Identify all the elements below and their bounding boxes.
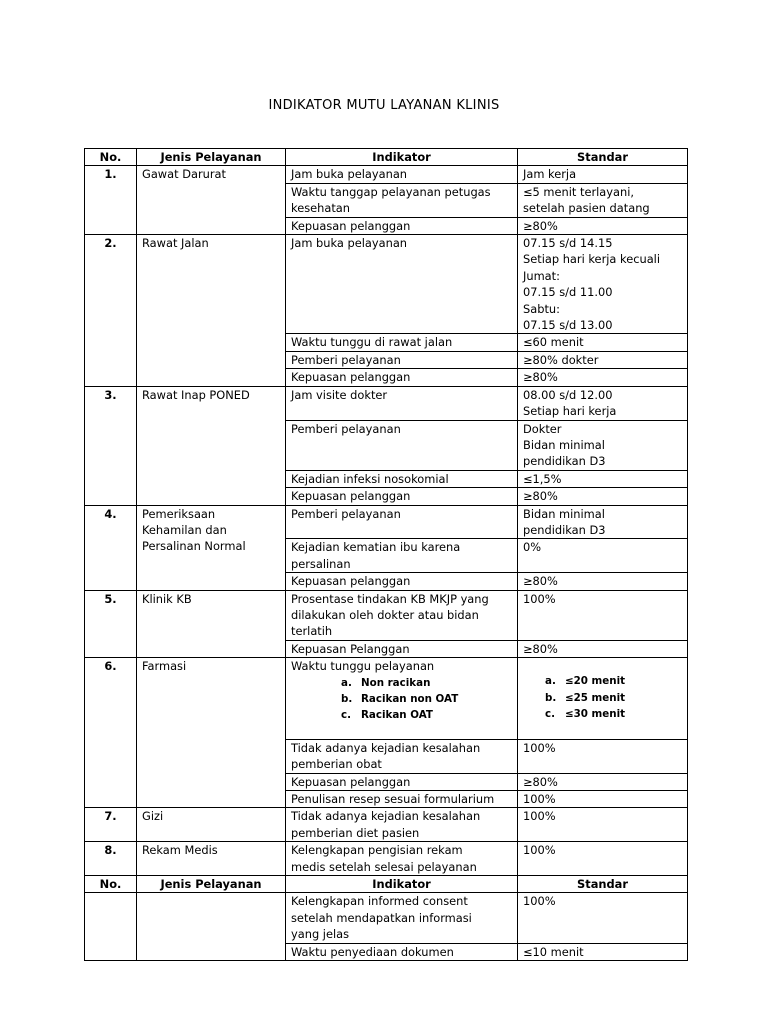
- table-row: [85, 505, 688, 539]
- indikator-cell: [286, 488, 518, 505]
- indikator-text: Waktu tunggu pelayanan: [291, 659, 435, 674]
- sub-standar: [523, 673, 682, 689]
- indikator-cell: [286, 808, 518, 842]
- standar-cell: [518, 334, 688, 351]
- header-standar: Standar: [518, 149, 688, 166]
- sub-text: Racikan non OAT: [361, 693, 459, 705]
- sub-standar: [523, 706, 682, 722]
- jenis-pelayanan-cell: [137, 166, 286, 235]
- standar-cell: [518, 943, 688, 960]
- jenis-pelayanan-cell: [137, 842, 286, 876]
- table-row: [85, 842, 688, 876]
- standar-cell: [518, 420, 688, 470]
- indikator-text: kesehatan: [291, 201, 351, 216]
- header-cell: Standar: [518, 876, 688, 893]
- standar-text: ≤1,5%: [523, 471, 562, 486]
- indikator-text: Penulisan resep sesuai formularium: [291, 792, 495, 807]
- standar-text: Jumat:: [523, 268, 560, 283]
- page-title: INDIKATOR MUTU LAYANAN KLINIS: [268, 98, 500, 113]
- indikator-text: yang jelas: [291, 927, 350, 942]
- indikator-cell: [286, 420, 518, 470]
- header-indikator: Indikator: [286, 149, 518, 166]
- standar-text: 0%: [523, 540, 542, 555]
- indikator-cell: [286, 791, 518, 808]
- indikator-text: Waktu tanggap pelayanan petugas: [291, 184, 491, 199]
- indikator-cell: [286, 739, 518, 773]
- sub-label: b.: [341, 693, 353, 705]
- indikator-cell: [286, 386, 518, 420]
- indikator-text: setelah mendapatkan informasi: [291, 910, 472, 925]
- sub-label: c.: [341, 709, 352, 722]
- standar-text: pendidikan D3: [523, 522, 606, 537]
- indikator-text: Pemberi pelayanan: [291, 352, 401, 367]
- table-header-row: [85, 876, 688, 893]
- row-number: 1.: [85, 166, 137, 235]
- indikator-text: Jam buka pelayanan: [291, 167, 408, 182]
- sub-standar: [523, 690, 682, 706]
- standar-text: ≤10 menit: [523, 944, 584, 959]
- standar-text: Sabtu:: [523, 301, 560, 316]
- indikator-text: Kejadian kematian ibu karena: [291, 540, 461, 555]
- standar-cell: [518, 842, 688, 876]
- jenis-text: Farmasi: [142, 659, 187, 674]
- standar-text: Bidan minimal: [523, 437, 605, 452]
- indikator-cell: [286, 658, 518, 740]
- row-number: 2.: [85, 235, 137, 387]
- standar-text: 07.15 s/d 13.00: [523, 318, 613, 333]
- table-row: [85, 893, 688, 943]
- sub-value: ≤30 menit: [565, 708, 626, 720]
- row-number: 7.: [85, 808, 137, 842]
- standar-text: 07.15 s/d 14.15: [523, 236, 613, 251]
- standar-cell: [518, 386, 688, 420]
- standar-text: ≥80%: [523, 774, 558, 789]
- indikator-text: Kepuasan pelanggan: [291, 489, 411, 504]
- standar-text: ≥80%: [523, 489, 558, 504]
- sub-label: a.: [545, 675, 556, 688]
- row-number: 5.: [85, 590, 137, 658]
- row-number: 8.: [85, 842, 137, 876]
- standar-text: 100%: [523, 591, 556, 606]
- jenis-pelayanan-cell: [137, 235, 286, 387]
- indikator-text: medis setelah selesai pelayanan: [291, 859, 477, 874]
- jenis-text: Gizi: [142, 809, 164, 824]
- standar-text: pendidikan D3: [523, 454, 606, 469]
- jenis-pelayanan-cell: [137, 808, 286, 842]
- standar-cell: [518, 590, 688, 640]
- standar-cell: [518, 217, 688, 234]
- standar-cell: [518, 166, 688, 183]
- jenis-text: Klinik KB: [142, 591, 192, 606]
- header-jenis: Jenis Pelayanan: [137, 149, 286, 166]
- indikator-text: Waktu tunggu di rawat jalan: [291, 335, 453, 350]
- table-row: [85, 590, 688, 640]
- table-header-row: [85, 149, 688, 166]
- standar-text: 08.00 s/d 12.00: [523, 387, 613, 402]
- standar-text: setelah pasien datang: [523, 201, 650, 216]
- indikator-cell: [286, 505, 518, 539]
- standar-cell: [518, 893, 688, 943]
- standar-text: Bidan minimal: [523, 506, 605, 521]
- sub-indikator: [291, 675, 512, 691]
- jenis-pelayanan-cell: [137, 590, 286, 658]
- indikator-text: terlatih: [291, 624, 333, 639]
- indikator-cell: [286, 369, 518, 386]
- indikator-cell: [286, 166, 518, 183]
- indikator-cell: [286, 573, 518, 590]
- indikator-text: pemberian obat: [291, 757, 382, 772]
- standar-cell: [518, 573, 688, 590]
- table-row: [85, 808, 688, 842]
- sub-label: b.: [545, 691, 557, 704]
- standar-cell: [518, 640, 688, 657]
- indikator-cell: [286, 470, 518, 487]
- standar-text: 07.15 s/d 11.00: [523, 285, 613, 300]
- table-row: [85, 235, 688, 334]
- jenis-text: Rawat Jalan: [142, 236, 209, 251]
- sub-text: Non racikan: [361, 676, 431, 689]
- standar-text: 100%: [523, 792, 556, 807]
- indikator-text: Kepuasan pelanggan: [291, 574, 411, 589]
- indikator-text: Jam buka pelayanan: [291, 236, 408, 251]
- standar-text: ≥80%: [523, 574, 558, 589]
- indikator-cell: [286, 351, 518, 368]
- standar-text: 100%: [523, 740, 556, 755]
- indikator-cell: [286, 539, 518, 573]
- jenis-pelayanan-cell: [137, 658, 286, 808]
- row-number: 3.: [85, 386, 137, 505]
- indikator-text: Kepuasan Pelanggan: [291, 641, 410, 656]
- standar-text: ≥80%: [523, 370, 558, 385]
- standar-text: ≤5 menit terlayani,: [523, 184, 635, 199]
- row-number: 6.: [85, 658, 137, 808]
- header-cell: Indikator: [286, 876, 518, 893]
- jenis-text: Kehamilan dan: [142, 522, 227, 537]
- indikator-cell: [286, 640, 518, 657]
- jenis-text: Rawat Inap PONED: [142, 387, 250, 402]
- indikator-cell: [286, 893, 518, 943]
- standar-cell: [518, 488, 688, 505]
- sub-indikator: [291, 707, 512, 723]
- indikator-text: Prosentase tindakan KB MKJP yang: [291, 591, 489, 606]
- jenis-text: Persalinan Normal: [142, 539, 246, 554]
- standar-cell: [518, 739, 688, 773]
- standar-text: 100%: [523, 843, 556, 858]
- indicator-table: [84, 148, 688, 961]
- indikator-text: persalinan: [291, 556, 351, 571]
- header-no: No.: [85, 149, 137, 166]
- indikator-text: Waktu penyediaan dokumen: [291, 944, 454, 959]
- standar-text: Jam kerja: [523, 167, 577, 182]
- standar-text: 100%: [523, 894, 556, 909]
- indikator-cell: [286, 235, 518, 334]
- sub-value: ≤25 menit: [565, 691, 626, 704]
- standar-cell: [518, 369, 688, 386]
- standar-text: Dokter: [523, 421, 562, 436]
- standar-text: ≤60 menit: [523, 335, 584, 350]
- sub-label: c.: [545, 708, 556, 720]
- sub-value: ≤20 menit: [565, 675, 626, 688]
- standar-text: Setiap hari kerja: [523, 404, 617, 419]
- indikator-cell: [286, 183, 518, 217]
- indikator-text: Kepuasan pelanggan: [291, 218, 411, 233]
- standar-text: ≥80%: [523, 218, 558, 233]
- jenis-pelayanan-cell: [137, 893, 286, 961]
- table-row: [85, 386, 688, 420]
- indikator-text: pemberian diet pasien: [291, 825, 420, 840]
- table-row: [85, 658, 688, 740]
- jenis-text: Pemeriksaan: [142, 506, 216, 521]
- jenis-pelayanan-cell: [137, 505, 286, 590]
- indikator-cell: [286, 842, 518, 876]
- standar-text: 100%: [523, 809, 556, 824]
- table-body: [85, 166, 688, 961]
- jenis-text: Rekam Medis: [142, 843, 218, 858]
- sub-indikator: [291, 691, 512, 707]
- indikator-text: Kepuasan pelanggan: [291, 774, 411, 789]
- indikator-cell: [286, 217, 518, 234]
- indikator-text: Tidak adanya kejadian kesalahan: [291, 809, 481, 824]
- standar-cell: [518, 658, 688, 740]
- indikator-text: Kepuasan pelanggan: [291, 370, 411, 385]
- standar-cell: [518, 470, 688, 487]
- jenis-text: Gawat Darurat: [142, 167, 226, 182]
- indikator-text: dilakukan oleh dokter atau bidan: [291, 607, 479, 622]
- standar-cell: [518, 235, 688, 334]
- indikator-text: Jam visite dokter: [291, 387, 388, 402]
- standar-cell: [518, 773, 688, 790]
- standar-cell: [518, 505, 688, 539]
- indikator-text: Pemberi pelayanan: [291, 506, 401, 521]
- indikator-text: Kelengkapan informed consent: [291, 894, 468, 909]
- standar-cell: [518, 791, 688, 808]
- indikator-cell: [286, 590, 518, 640]
- indikator-cell: [286, 943, 518, 960]
- header-cell: No.: [85, 876, 137, 893]
- header-cell: Jenis Pelayanan: [137, 876, 286, 893]
- indikator-text: Tidak adanya kejadian kesalahan: [291, 740, 481, 755]
- indikator-text: Kelengkapan pengisian rekam: [291, 843, 463, 858]
- jenis-pelayanan-cell: [137, 386, 286, 505]
- row-number: [85, 893, 137, 961]
- sub-text: Racikan OAT: [361, 709, 433, 722]
- indikator-text: Pemberi pelayanan: [291, 421, 401, 436]
- row-number: 4.: [85, 505, 137, 590]
- standar-cell: [518, 351, 688, 368]
- sub-label: a.: [341, 676, 352, 689]
- standar-cell: [518, 183, 688, 217]
- indikator-cell: [286, 773, 518, 790]
- standar-cell: [518, 539, 688, 573]
- indikator-cell: [286, 334, 518, 351]
- standar-text: ≥80% dokter: [523, 352, 599, 367]
- standar-text: Setiap hari kerja kecuali: [523, 252, 661, 267]
- standar-cell: [518, 808, 688, 842]
- table-row: [85, 166, 688, 183]
- indikator-text: Kejadian infeksi nosokomial: [291, 471, 449, 486]
- standar-text: ≥80%: [523, 641, 558, 656]
